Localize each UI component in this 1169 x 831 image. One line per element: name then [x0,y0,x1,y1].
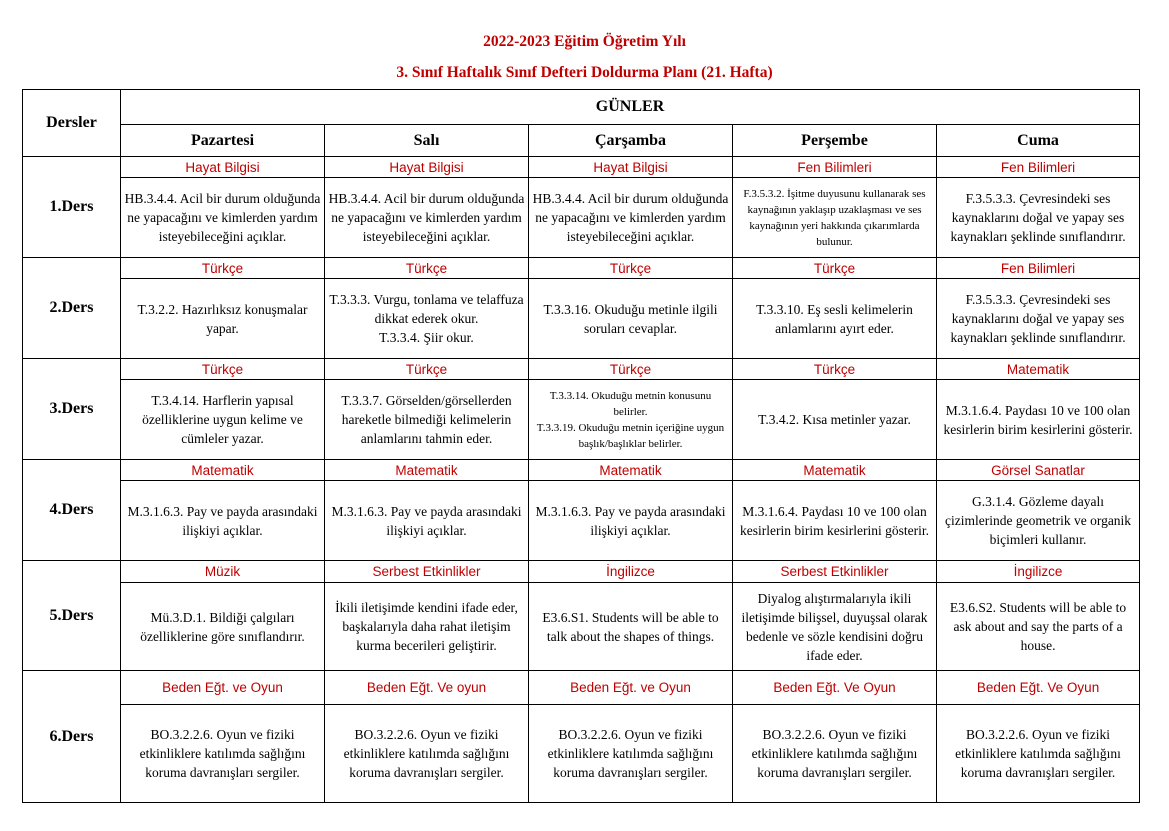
subject-cell: Beden Eğt. ve Oyun [121,671,325,705]
objective-cell: M.3.1.6.3. Pay ve payda arasındaki ilişkiyi açıklar. [121,481,325,561]
objective-cell: T.3.2.2. Hazırlıksız konuşmalar yapar. [121,279,325,359]
objective-text: T.3.3.14. Okuduğu metnin konusunu belirler. [549,389,712,418]
lesson-label: 2.Ders [23,258,121,359]
lesson-label: 1.Ders [23,157,121,258]
objective-cell: BO.3.2.2.6. Oyun ve fiziki etkinliklere katılımda sağlığını koruma davranışları sergiler. [529,705,733,803]
subject-cell: Görsel Sanatlar [937,460,1140,481]
objective-cell: Diyalog alıştırmalarıyla ikili iletişimde bilişsel, duyuşsal olarak bedenle ve sözle kendisini doğru ifade eder. [733,583,937,671]
objective-cell: F.3.5.3.3. Çevresindeki ses kaynaklarını doğal ve yapay ses kaynakları şeklinde sınıflandırır. [937,178,1140,258]
objective-cell: M.3.1.6.3. Pay ve payda arasındaki ilişkiyi açıklar. [529,481,733,561]
subject-cell: Türkçe [325,359,529,380]
document-title-plan: 3. Sınıf Haftalık Sınıf Defteri Doldurma Planı (21. Hafta) [396,64,773,81]
subject-cell: Matematik [733,460,937,481]
objective-cell: T.3.3.7. Görselden/görsellerden hareketle bilmediği kelimelerin anlamlarını tahmin eder. [325,380,529,460]
day-header-carsamba: Çarşamba [529,125,733,157]
objective-cell [325,279,529,359]
objective-cell: BO.3.2.2.6. Oyun ve fiziki etkinliklere katılımda sağlığını koruma davranışları sergiler. [121,705,325,803]
objective-cell: M.3.1.6.3. Pay ve payda arasındaki ilişkiyi açıklar. [325,481,529,561]
subject-cell: Beden Eğt. Ve Oyun [937,671,1140,705]
subject-cell: Beden Eğt. ve Oyun [529,671,733,705]
subject-cell: Matematik [529,460,733,481]
objective-cell: M.3.1.6.4. Paydası 10 ve 100 olan kesirlerin birim kesirlerini gösterir. [733,481,937,561]
subject-cell: İngilizce [937,561,1140,583]
subject-cell: Matematik [325,460,529,481]
objective-text: T.3.3.3. Vurgu, tonlama ve telaffuza dikkat ederek okur. [329,292,524,326]
objective-cell [529,380,733,460]
lesson-label: 3.Ders [23,359,121,460]
subject-cell: Serbest Etkinlikler [733,561,937,583]
subject-cell: Türkçe [529,359,733,380]
objective-cell: T.3.4.2. Kısa metinler yazar. [733,380,937,460]
subject-cell: Türkçe [733,359,937,380]
weekly-plan-table [22,89,1140,803]
subject-cell: Hayat Bilgisi [325,157,529,178]
subject-cell: Fen Bilimleri [937,157,1140,178]
subject-cell: Matematik [937,359,1140,380]
objective-cell: T.3.4.14. Harflerin yapısal özelliklerine uygun kelime ve cümleler yazar. [121,380,325,460]
subject-cell: Fen Bilimleri [937,258,1140,279]
objective-cell: HB.3.4.4. Acil bir durum olduğunda ne yapacağını ve kimlerden yardım isteyebileceğini açıklar. [529,178,733,258]
objective-cell: T.3.3.16. Okuduğu metinle ilgili soruları cevaplar. [529,279,733,359]
lesson-label: 5.Ders [23,561,121,671]
subject-cell: Beden Eğt. Ve Oyun [733,671,937,705]
objective-cell: T.3.3.10. Eş sesli kelimelerin anlamlarını ayırt eder. [733,279,937,359]
objective-cell: F.3.5.3.3. Çevresindeki ses kaynaklarını doğal ve yapay ses kaynakları şeklinde sınıflandırır. [937,279,1140,359]
objective-cell: M.3.1.6.4. Paydası 10 ve 100 olan kesirlerin birim kesirlerini gösterir. [937,380,1140,460]
objective-text: T.3.3.4. Şiir okur. [379,330,474,345]
objective-cell: HB.3.4.4. Acil bir durum olduğunda ne yapacağını ve kimlerden yardım isteyebileceğini açıklar. [325,178,529,258]
lesson-label: 4.Ders [23,460,121,561]
column-header-gunler: GÜNLER [121,90,1140,125]
subject-cell: Türkçe [325,258,529,279]
objective-cell: Mü.3.D.1. Bildiği çalgıları özelliklerine göre sınıflandırır. [121,583,325,671]
objective-text: T.3.3.19. Okuduğu metnin içeriğine uygun başlık/başlıklar belirler. [536,421,725,450]
subject-cell: Hayat Bilgisi [529,157,733,178]
objective-cell: BO.3.2.2.6. Oyun ve fiziki etkinliklere katılımda sağlığını koruma davranışları sergiler. [937,705,1140,803]
objective-cell: F.3.5.3.2. İşitme duyusunu kullanarak ses kaynağının yaklaşıp uzaklaşması ve ses kaynağının yeri hakkında çıkarımlarda bulunur. [733,178,937,258]
subject-cell: Türkçe [121,359,325,380]
objective-cell: E3.6.S1. Students will be able to talk about the shapes of things. [529,583,733,671]
objective-cell: BO.3.2.2.6. Oyun ve fiziki etkinliklere katılımda sağlığını koruma davranışları sergiler. [325,705,529,803]
subject-cell: Türkçe [121,258,325,279]
subject-cell: Hayat Bilgisi [121,157,325,178]
subject-cell: Serbest Etkinlikler [325,561,529,583]
subject-cell: Fen Bilimleri [733,157,937,178]
subject-cell: Türkçe [733,258,937,279]
day-header-sali: Salı [325,125,529,157]
day-header-persembe: Perşembe [733,125,937,157]
objective-cell: BO.3.2.2.6. Oyun ve fiziki etkinliklere katılımda sağlığını koruma davranışları sergiler. [733,705,937,803]
subject-cell: Müzik [121,561,325,583]
subject-cell: Türkçe [529,258,733,279]
day-header-cuma: Cuma [937,125,1140,157]
lesson-label: 6.Ders [23,671,121,803]
objective-cell: E3.6.S2. Students will be able to ask about and say the parts of a house. [937,583,1140,671]
objective-cell: HB.3.4.4. Acil bir durum olduğunda ne yapacağını ve kimlerden yardım isteyebileceğini açıklar. [121,178,325,258]
subject-cell: Beden Eğt. Ve oyun [325,671,529,705]
subject-cell: İngilizce [529,561,733,583]
document-title-year: 2022-2023 Eğitim Öğretim Yılı [483,33,686,50]
subject-cell: Matematik [121,460,325,481]
objective-cell: İkili iletişimde kendini ifade eder, başkalarıyla daha rahat iletişim kurma becerileri geliştirir. [325,583,529,671]
column-header-dersler: Dersler [23,90,121,157]
day-header-pazartesi: Pazartesi [121,125,325,157]
objective-cell: G.3.1.4. Gözleme dayalı çizimlerinde geometrik ve organik biçimleri kullanır. [937,481,1140,561]
